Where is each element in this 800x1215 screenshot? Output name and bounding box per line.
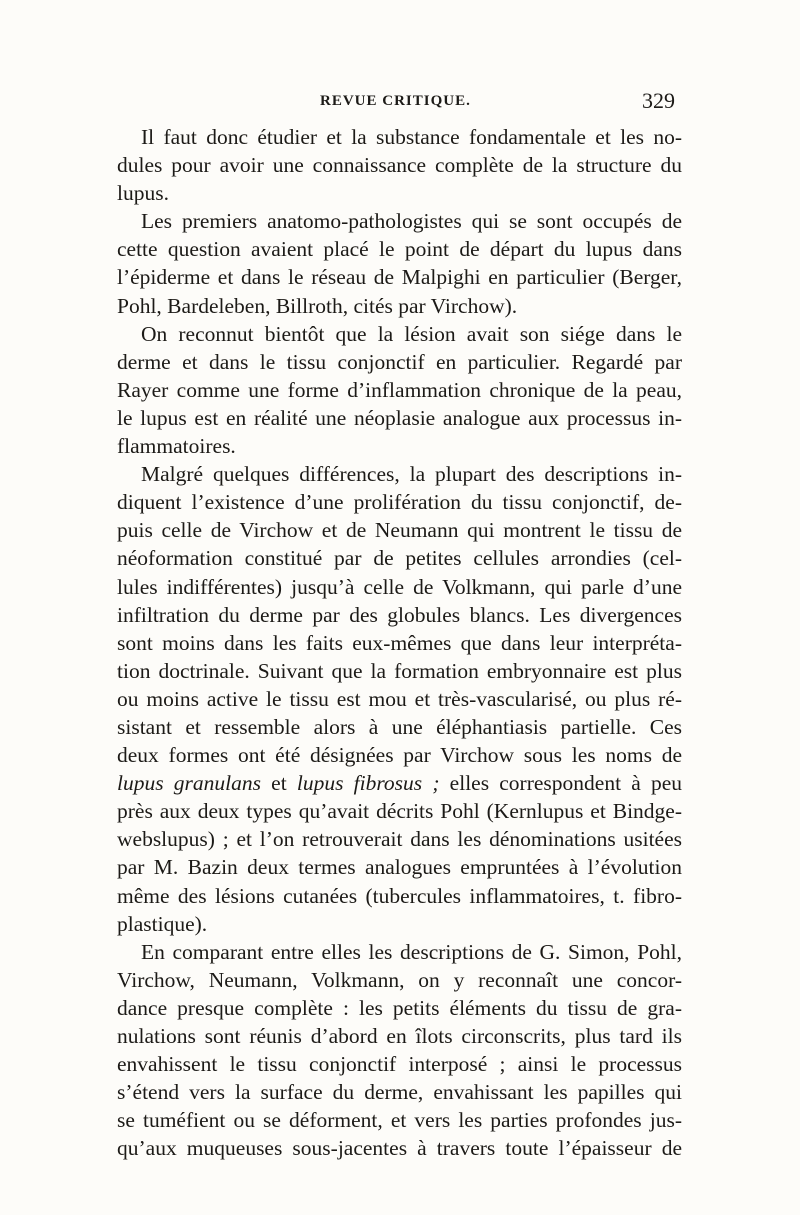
text-line: qu’aux muqueuses sous-jacentes à travers toute l’épaisseur de bbox=[117, 1136, 682, 1161]
text-line: le lupus est en réalité une néoplasie analogue aux processus in- bbox=[117, 405, 682, 430]
text-line: Les premiers anatomo-pathologistes qui se sont occupés de bbox=[141, 209, 682, 234]
text-line: par M. Bazin deux termes analogues empruntées à l’évolution bbox=[117, 855, 682, 880]
text-line: diquent l’existence d’une prolifération du tissu conjonctif, de- bbox=[117, 490, 682, 515]
text-line: Malgré quelques différences, la plupart des descriptions in- bbox=[141, 462, 682, 487]
italic-term: lupus fibrosus ; bbox=[296, 771, 440, 796]
text-segment: elles correspondent à peu bbox=[439, 771, 682, 796]
text-line: tion doctrinale. Suivant que la formation embryonnaire est plus bbox=[117, 658, 682, 683]
text-line: même des lésions cutanées (tubercules inflammatoires, t. fibro- bbox=[117, 883, 682, 908]
text-line: s’étend vers la surface du derme, envahissant les papilles qui bbox=[117, 1080, 682, 1105]
text-line bbox=[117, 769, 682, 797]
running-title: REVUE CRITIQUE. bbox=[320, 93, 471, 109]
text-line: Virchow, Neumann, Volkmann, on y reconnaît une concor- bbox=[117, 967, 682, 992]
text-segment: et bbox=[260, 771, 297, 796]
text-line: plastique). bbox=[117, 911, 208, 936]
text-line: En comparant entre elles les descriptions de G. Simon, Pohl, bbox=[141, 939, 682, 964]
text-line: lules indifférentes) jusqu’à celle de Volkmann, qui parle d’une bbox=[117, 574, 682, 599]
text-line: infiltration du derme par des globules blancs. Les divergences bbox=[117, 602, 682, 627]
text-line: dance presque complète : les petits éléments du tissu de gra- bbox=[117, 995, 682, 1020]
text-line: Rayer comme une forme d’inflammation chronique de la peau, bbox=[117, 377, 682, 402]
text-line: deux formes ont été désignées par Virchow sous les noms de bbox=[117, 743, 682, 768]
text-line: derme et dans le tissu conjonctif en particulier. Regardé par bbox=[117, 349, 682, 374]
text-line: cette question avaient placé le point de départ du lupus dans bbox=[117, 237, 682, 262]
italic-term: lupus granulans bbox=[117, 771, 261, 796]
text-line: Pohl, Bardeleben, Billroth, cités par Virchow). bbox=[117, 293, 518, 318]
page-number: 329 bbox=[642, 88, 675, 113]
body-text bbox=[117, 123, 682, 1162]
text-line: puis celle de Virchow et de Neumann qui montrent le tissu de bbox=[117, 518, 682, 543]
text-line: près aux deux types qu’avait décrits Pohl (Kernlupus et Bindge- bbox=[117, 799, 682, 824]
text-line: lupus. bbox=[117, 181, 169, 206]
text-line: néoformation constitué par de petites cellules arrondies (cel- bbox=[117, 546, 682, 571]
text-line: nulations sont réunis d’abord en îlots circonscrits, plus tard ils bbox=[117, 1024, 682, 1048]
text-line: On reconnut bientôt que la lésion avait son siége dans le bbox=[141, 321, 682, 346]
text-line: envahissent le tissu conjonctif interposé ; ainsi le processus bbox=[117, 1052, 682, 1077]
text-line: dules pour avoir une connaissance complète de la structure du bbox=[117, 153, 682, 178]
text-line: l’épiderme et dans le réseau de Malpighi en particulier (Berger, bbox=[117, 265, 682, 290]
text-line: sistant et ressemble alors à une éléphantiasis partielle. Ces bbox=[117, 714, 682, 739]
text-line: webslupus) ; et l’on retrouverait dans les dénominations usitées bbox=[117, 827, 682, 852]
text-line: se tuméfient ou se déforment, et vers les parties profondes jus- bbox=[117, 1108, 682, 1133]
text-line: Il faut donc étudier et la substance fondamentale et les no- bbox=[141, 125, 682, 149]
text-line: ou moins active le tissu est mou et très-vascularisé, ou plus ré- bbox=[117, 686, 682, 711]
text-line: sont moins dans les faits eux-mêmes que dans leur interpréta- bbox=[117, 630, 682, 655]
text-line: flammatoires. bbox=[117, 434, 236, 459]
